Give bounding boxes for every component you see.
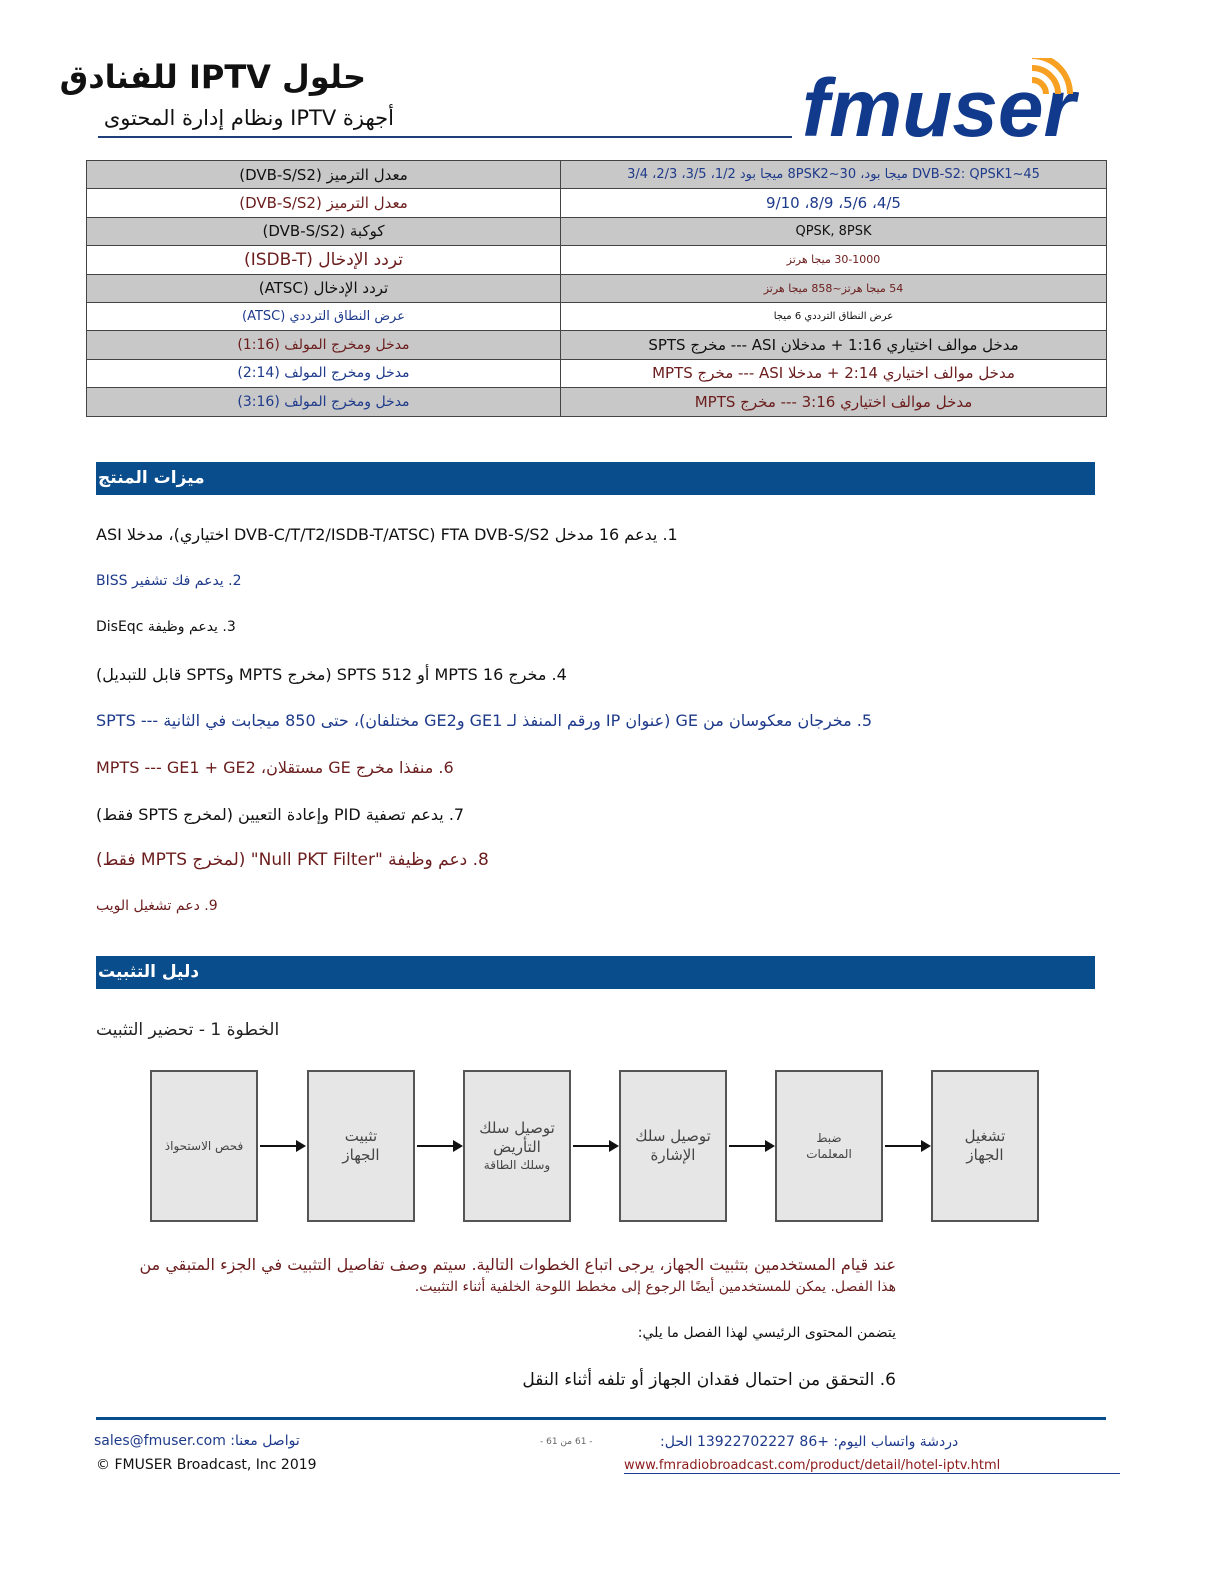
flow-arrow bbox=[260, 1145, 304, 1147]
feature-item: 2. يدعم فك تشفير BISS bbox=[96, 573, 242, 589]
flow-arrow bbox=[417, 1145, 461, 1147]
spec-label: عرض النطاق الترددي (ATSC) bbox=[87, 302, 561, 330]
spec-value: مدخل موالف اختياري 2:14 + مدخلا ASI --- مخرج MPTS bbox=[561, 359, 1107, 387]
install-paragraph: عند قيام المستخدمين بتثبيت الجهاز، يرجى اتباع الخطوات التالية. سيتم وصف تفاصيل التثبيت في الجزء المتبقي من bbox=[139, 1255, 896, 1274]
footer-chat: دردشة واتساب اليوم: +86 13922702227 الحل: bbox=[660, 1434, 959, 1450]
feature-item: 6. منفذا مخرج GE مستقلان، MPTS --- GE1 + GE2 bbox=[96, 758, 454, 777]
spec-label: مدخل ومخرج المولف (2:14) bbox=[87, 359, 561, 387]
feature-item: 3. يدعم وظيفة DisEqc bbox=[96, 619, 236, 635]
footer-divider bbox=[96, 1417, 1106, 1420]
spec-value: عرض النطاق الترددي 6 ميجا bbox=[561, 302, 1107, 330]
flow-box-grounding bbox=[463, 1070, 571, 1222]
footer-copyright: © FMUSER Broadcast, Inc 2019 bbox=[96, 1457, 317, 1473]
table-row bbox=[87, 302, 1107, 330]
fmuser-logo bbox=[800, 58, 1100, 148]
table-row bbox=[87, 161, 1107, 189]
install-heading: دليل التثبيت bbox=[98, 962, 200, 982]
footer-contact: تواصل معنا: sales@fmuser.com bbox=[94, 1433, 300, 1449]
feature-item: 1. يدعم 16 مدخل FTA DVB-S/S2 (DVB-C/T/T2/ISDB-T/ATSC اختياري)، مدخلا ASI bbox=[96, 525, 678, 544]
features-section-bar bbox=[96, 462, 1095, 495]
flow-box-label: توصيل سلك التأريض bbox=[479, 1119, 555, 1156]
spec-label: كوكبة (DVB-S/S2) bbox=[87, 217, 561, 245]
page-subtitle: أجهزة IPTV ونظام إدارة المحتوى bbox=[103, 106, 394, 130]
page-title: حلول IPTV للفنادق bbox=[59, 58, 366, 96]
feature-item: 8. دعم وظيفة "Null PKT Filter" (لمخرج MPTS فقط) bbox=[96, 850, 489, 870]
spec-value: 4/5، 5/6، 8/9، 9/10 bbox=[561, 189, 1107, 217]
flow-arrow bbox=[729, 1145, 773, 1147]
install-paragraph: 6. التحقق من احتمال فقدان الجهاز أو تلفه أثناء النقل bbox=[522, 1370, 896, 1390]
spec-label: مدخل ومخرج المولف (3:16) bbox=[87, 388, 561, 416]
flow-box-label: فحص الاستحواذ bbox=[164, 1139, 244, 1153]
spec-value: مدخل موالف اختياري 1:16 + مدخلان ASI --- مخرج SPTS bbox=[561, 331, 1107, 359]
flow-box-label: ضبط المعلمات bbox=[806, 1131, 852, 1161]
table-row bbox=[87, 246, 1107, 274]
spec-label: مدخل ومخرج المولف (1:16) bbox=[87, 331, 561, 359]
flow-arrow bbox=[885, 1145, 929, 1147]
spec-table bbox=[86, 160, 1107, 417]
feature-item: 7. يدعم تصفية PID وإعادة التعيين (لمخرج SPTS فقط) bbox=[96, 805, 465, 824]
flow-box-sublabel: وسلك الطاقة bbox=[483, 1158, 551, 1172]
install-paragraph: يتضمن المحتوى الرئيسي لهذا الفصل ما يلي: bbox=[637, 1325, 896, 1341]
flow-box-inspection bbox=[150, 1070, 258, 1222]
flow-box-install bbox=[307, 1070, 415, 1222]
table-row bbox=[87, 217, 1107, 245]
spec-value: 30-1000 ميجا هرتز bbox=[561, 246, 1107, 274]
step-title: الخطوة 1 - تحضير التثبيت bbox=[96, 1020, 280, 1040]
feature-item: 4. مخرج 16 MPTS أو 512 SPTS (مخرج MPTS وSPTS قابل للتبديل) bbox=[96, 665, 567, 684]
page-number: - 61 من 61 - bbox=[540, 1437, 593, 1447]
spec-value: مدخل موالف اختياري 3:16 --- مخرج MPTS bbox=[561, 388, 1107, 416]
spec-label: معدل الترميز (DVB-S/S2) bbox=[87, 161, 561, 189]
logo-text: fmuser bbox=[802, 63, 1076, 148]
table-row bbox=[87, 189, 1107, 217]
spec-value: 54 ميجا هرتز~858 ميجا هرتز bbox=[561, 274, 1107, 302]
footer-url-link[interactable]: www.fmradiobroadcast.com/product/detail/hotel-iptv.html bbox=[624, 1458, 1120, 1474]
table-row bbox=[87, 274, 1107, 302]
spec-label: تردد الإدخال (ATSC) bbox=[87, 274, 561, 302]
spec-value: QPSK, 8PSK bbox=[561, 217, 1107, 245]
flow-box-label: تثبيت الجهاز bbox=[342, 1127, 380, 1164]
install-paragraph: هذا الفصل. يمكن للمستخدمين أيضًا الرجوع إلى مخطط اللوحة الخلفية أثناء التثبيت. bbox=[414, 1279, 896, 1295]
spec-label: معدل الترميز (DVB-S/S2) bbox=[87, 189, 561, 217]
feature-item: 9. دعم تشغيل الويب bbox=[96, 898, 218, 914]
spec-label: تردد الإدخال (ISDB-T) bbox=[87, 246, 561, 274]
flow-arrow bbox=[573, 1145, 617, 1147]
table-row bbox=[87, 331, 1107, 359]
spec-value: DVB-S2: QPSK1~45 ميجا بود، 8PSK2~30 ميجا بود 1/2، 3/5، 2/3، 3/4 bbox=[561, 161, 1107, 189]
header-divider bbox=[98, 136, 792, 138]
feature-item: 5. مخرجان معكوسان من GE (عنوان IP ورقم المنفذ لـ GE1 وGE2 مختلفان)، حتى 850 ميجابت في الثانية --- SPTS bbox=[96, 711, 873, 730]
flow-box-label: توصيل سلك الإشارة bbox=[635, 1127, 711, 1164]
flow-box-params bbox=[775, 1070, 883, 1222]
install-flow-diagram bbox=[150, 1068, 1042, 1226]
flow-box-label: تشغيل الجهاز bbox=[964, 1127, 1006, 1164]
table-row bbox=[87, 388, 1107, 416]
features-heading: ميزات المنتج bbox=[98, 468, 205, 488]
table-row bbox=[87, 359, 1107, 387]
flow-box-power bbox=[931, 1070, 1039, 1222]
flow-box-signal bbox=[619, 1070, 727, 1222]
install-section-bar bbox=[96, 956, 1095, 989]
